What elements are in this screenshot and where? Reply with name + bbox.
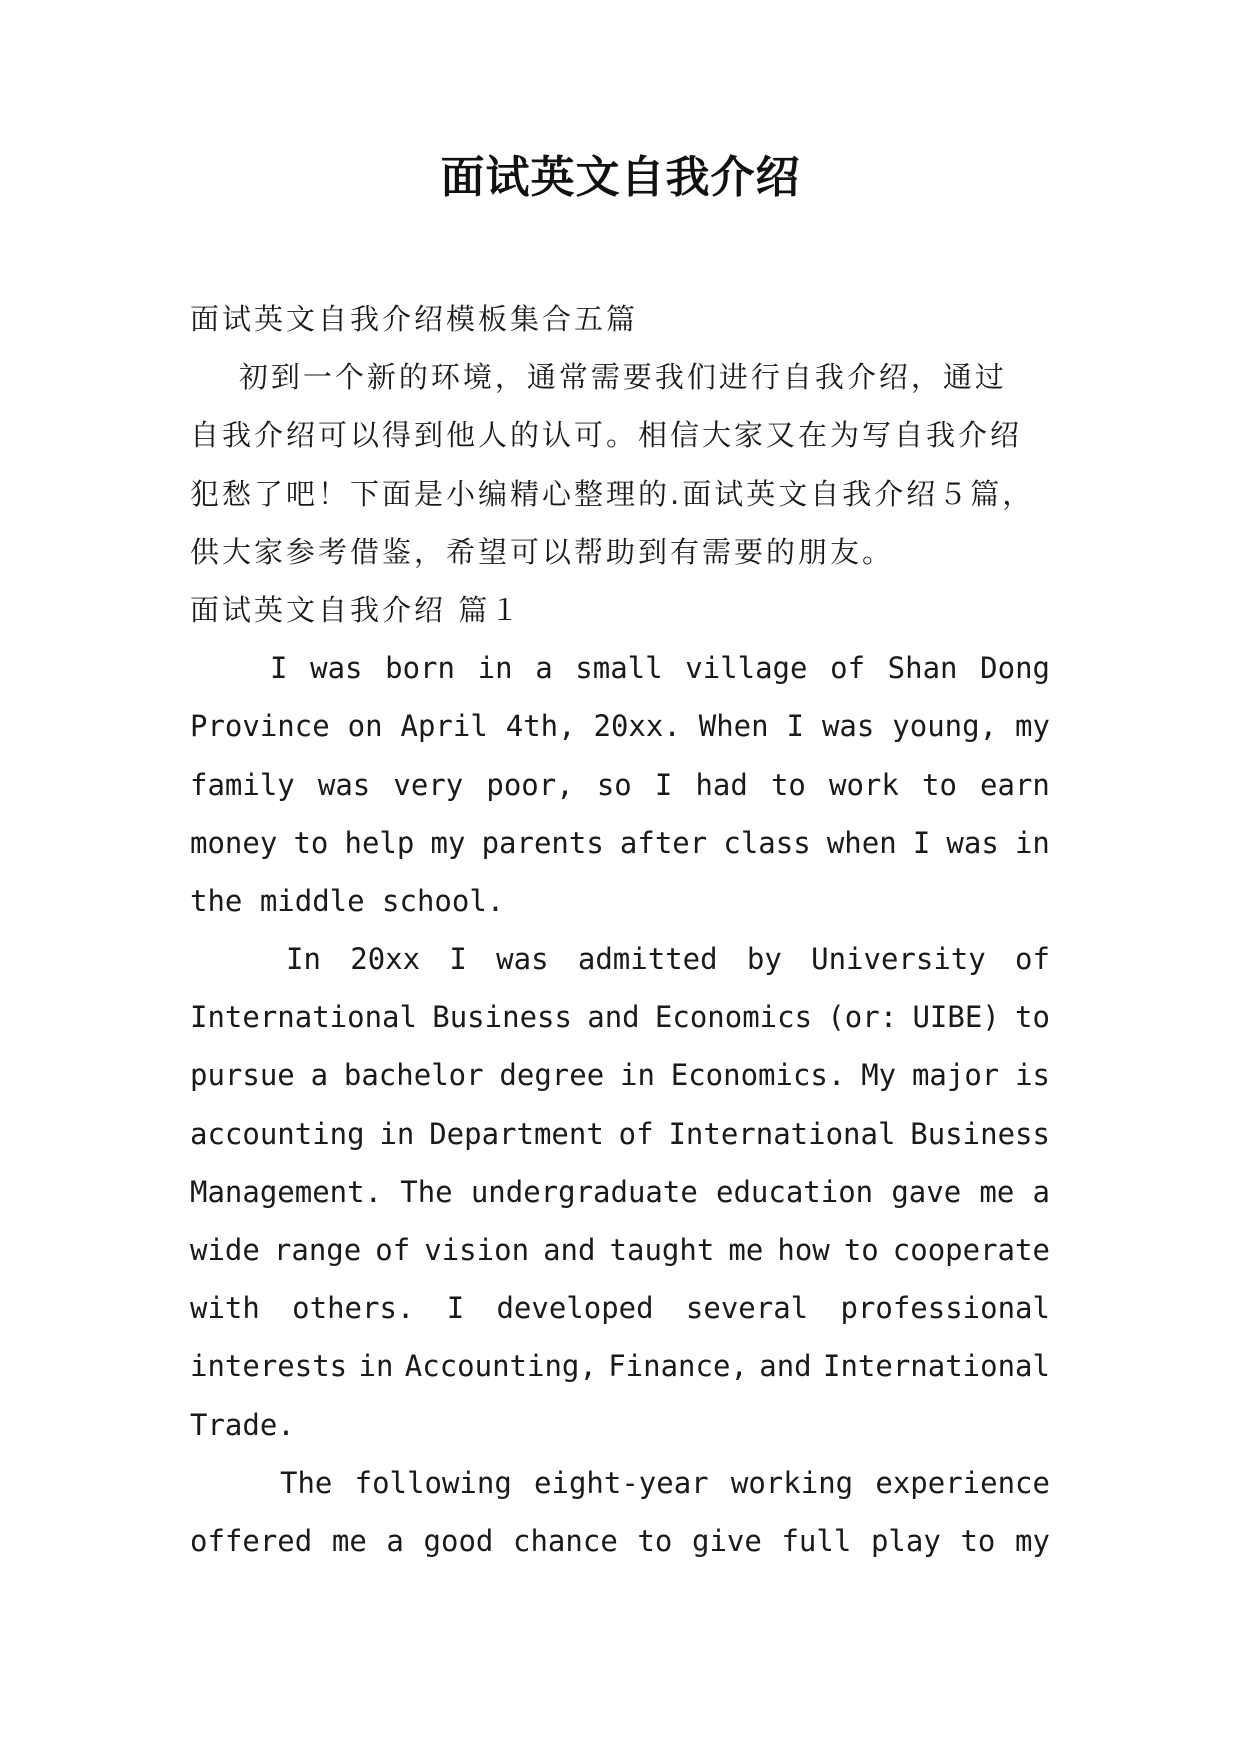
word: play [870, 1523, 941, 1558]
word: the middle school. [190, 883, 505, 918]
paragraph-line [190, 1512, 1050, 1570]
word: education [716, 1174, 874, 1209]
word: money [190, 825, 278, 860]
word: born [385, 651, 455, 686]
word: was [317, 767, 371, 802]
word: When [698, 709, 769, 744]
paragraph-line [190, 1337, 1050, 1395]
word: In [286, 942, 321, 977]
word: I [446, 1291, 465, 1326]
word: good [423, 1523, 494, 1558]
paragraph-line [190, 756, 1050, 814]
word: of [830, 651, 866, 686]
word: major [911, 1058, 1000, 1093]
word: International [668, 1116, 896, 1151]
paragraph-line [190, 1454, 1050, 1512]
word: was [821, 709, 875, 744]
intro-line: 供大家参考借鉴，希望可以帮助到有需要的朋友。 [190, 534, 895, 569]
word: My [861, 1058, 897, 1093]
word: to [770, 767, 806, 802]
word: young, [892, 709, 998, 744]
word: professional [840, 1291, 1050, 1326]
word: and [543, 1233, 596, 1267]
word: offered [190, 1523, 313, 1558]
paragraph-line [190, 697, 1050, 755]
word: to [1015, 1000, 1050, 1035]
word: I [786, 709, 805, 744]
word: working [730, 1465, 854, 1500]
word: village [685, 651, 808, 686]
word: to [637, 1523, 673, 1558]
word: Accounting, [404, 1349, 597, 1384]
word: I [912, 825, 931, 860]
word: was [946, 825, 999, 860]
word: I [449, 942, 467, 977]
word: in [1014, 825, 1050, 860]
word: me [728, 1233, 764, 1267]
paragraph-line [190, 1105, 1050, 1163]
word: eight-year [534, 1465, 709, 1500]
word: pursue [190, 1058, 295, 1093]
paragraph-line [190, 872, 1050, 930]
word: and [759, 1349, 812, 1384]
intro-line: 犯愁了吧！下面是小编精心整理的.面试英文自我介绍５篇， [190, 476, 1035, 511]
word: me [979, 1174, 1015, 1209]
word: small [575, 651, 663, 686]
paragraph-line [190, 1279, 1050, 1337]
section-heading: 面试英文自我介绍 篇１ [190, 592, 523, 627]
word: how [777, 1233, 830, 1267]
word: Trade. [190, 1407, 295, 1442]
word: several [685, 1291, 809, 1326]
word: I [654, 767, 673, 802]
word: UIBE) [912, 1000, 1000, 1035]
word: gave [891, 1174, 962, 1209]
intro-line: 自我介绍可以得到他人的认可。相信大家又在为写自我介绍 [190, 418, 1023, 453]
paragraph-line [190, 814, 1050, 872]
word: on [347, 709, 383, 744]
word: help [344, 825, 415, 860]
paragraph-2 [190, 930, 1050, 1454]
word: degree [499, 1058, 605, 1093]
document-body [190, 290, 1050, 1570]
word: poor, [486, 767, 574, 802]
word: my [1014, 709, 1050, 744]
word: my [430, 825, 466, 860]
word: Province [190, 709, 330, 744]
word: family [190, 767, 295, 802]
word: a [535, 651, 553, 686]
word: International [823, 1349, 1050, 1384]
subtitle: 面试英文自我介绍模板集合五篇 [190, 302, 639, 336]
paragraph-line [190, 1221, 1050, 1279]
word: after [619, 825, 708, 860]
word: 20xx [350, 942, 421, 977]
word: to [293, 825, 329, 860]
word: I [270, 651, 288, 686]
word: Business [432, 1000, 572, 1035]
word: with [190, 1291, 260, 1326]
word: Management. [190, 1174, 383, 1209]
word: very [393, 767, 464, 802]
word: 20xx. [593, 709, 681, 744]
word: full [781, 1523, 852, 1558]
word: earn [980, 767, 1050, 802]
word: work [829, 767, 899, 802]
word: April [400, 709, 488, 744]
word: had [695, 767, 748, 802]
word: University [811, 942, 986, 977]
word: in [477, 651, 513, 686]
word: a [1032, 1174, 1050, 1209]
word: The [400, 1174, 453, 1209]
word: interests [190, 1349, 348, 1384]
word: following [354, 1465, 512, 1500]
word: is [1015, 1058, 1050, 1093]
word: was [496, 942, 549, 977]
word: give [691, 1523, 762, 1558]
word: in [620, 1058, 655, 1093]
word: so [596, 767, 632, 802]
word: chance [513, 1523, 618, 1558]
word: parents [481, 825, 604, 860]
paragraph-line [190, 639, 1050, 697]
word: to [843, 1233, 879, 1267]
word: undergraduate [470, 1174, 698, 1209]
word: Economics. [670, 1058, 846, 1093]
word: my [1015, 1523, 1050, 1558]
word: of [618, 1116, 654, 1151]
paragraph-line [190, 930, 1050, 988]
paragraph-line [190, 1046, 1050, 1104]
word: (or: [827, 1000, 898, 1035]
word: in [379, 1116, 415, 1151]
word: range [273, 1233, 362, 1267]
word: taught [609, 1233, 715, 1267]
word: Department [429, 1116, 604, 1151]
word: to [960, 1523, 996, 1558]
word: Economics [654, 1000, 813, 1035]
word: when [826, 825, 897, 860]
word: by [746, 942, 782, 977]
word: admitted [577, 942, 718, 977]
word: vision [424, 1233, 530, 1267]
word: Business [910, 1116, 1050, 1151]
word: Finance, [608, 1349, 748, 1384]
word: developed [496, 1291, 654, 1326]
word: was [310, 651, 363, 686]
word: a [310, 1058, 329, 1093]
word: me [331, 1523, 367, 1558]
word: bachelor [343, 1058, 484, 1093]
document-title: 面试英文自我介绍 [440, 152, 801, 203]
paragraph-1 [190, 639, 1050, 930]
word: and [587, 1000, 640, 1035]
word: 4th, [505, 709, 576, 744]
word: cooperate [892, 1233, 1050, 1267]
intro-line: 初到一个新的环境，通常需要我们进行自我介绍，通过 [190, 360, 1007, 395]
word: Shan [887, 651, 958, 686]
word: International [190, 1000, 417, 1035]
word: of [1015, 942, 1050, 977]
paragraph-line [190, 1163, 1050, 1221]
word: wide [190, 1233, 260, 1267]
word: others. [292, 1291, 415, 1326]
word: Dong [980, 651, 1050, 686]
word: accounting [190, 1116, 365, 1151]
paragraph-3 [190, 1454, 1050, 1570]
paragraph-line [190, 1396, 1050, 1454]
word: to [921, 767, 957, 802]
word: class [723, 825, 811, 860]
word: a [386, 1523, 404, 1558]
word: in [358, 1349, 394, 1384]
word: experience [875, 1465, 1050, 1500]
word: The [280, 1465, 333, 1500]
paragraph-line [190, 988, 1050, 1046]
word: of [375, 1233, 411, 1267]
